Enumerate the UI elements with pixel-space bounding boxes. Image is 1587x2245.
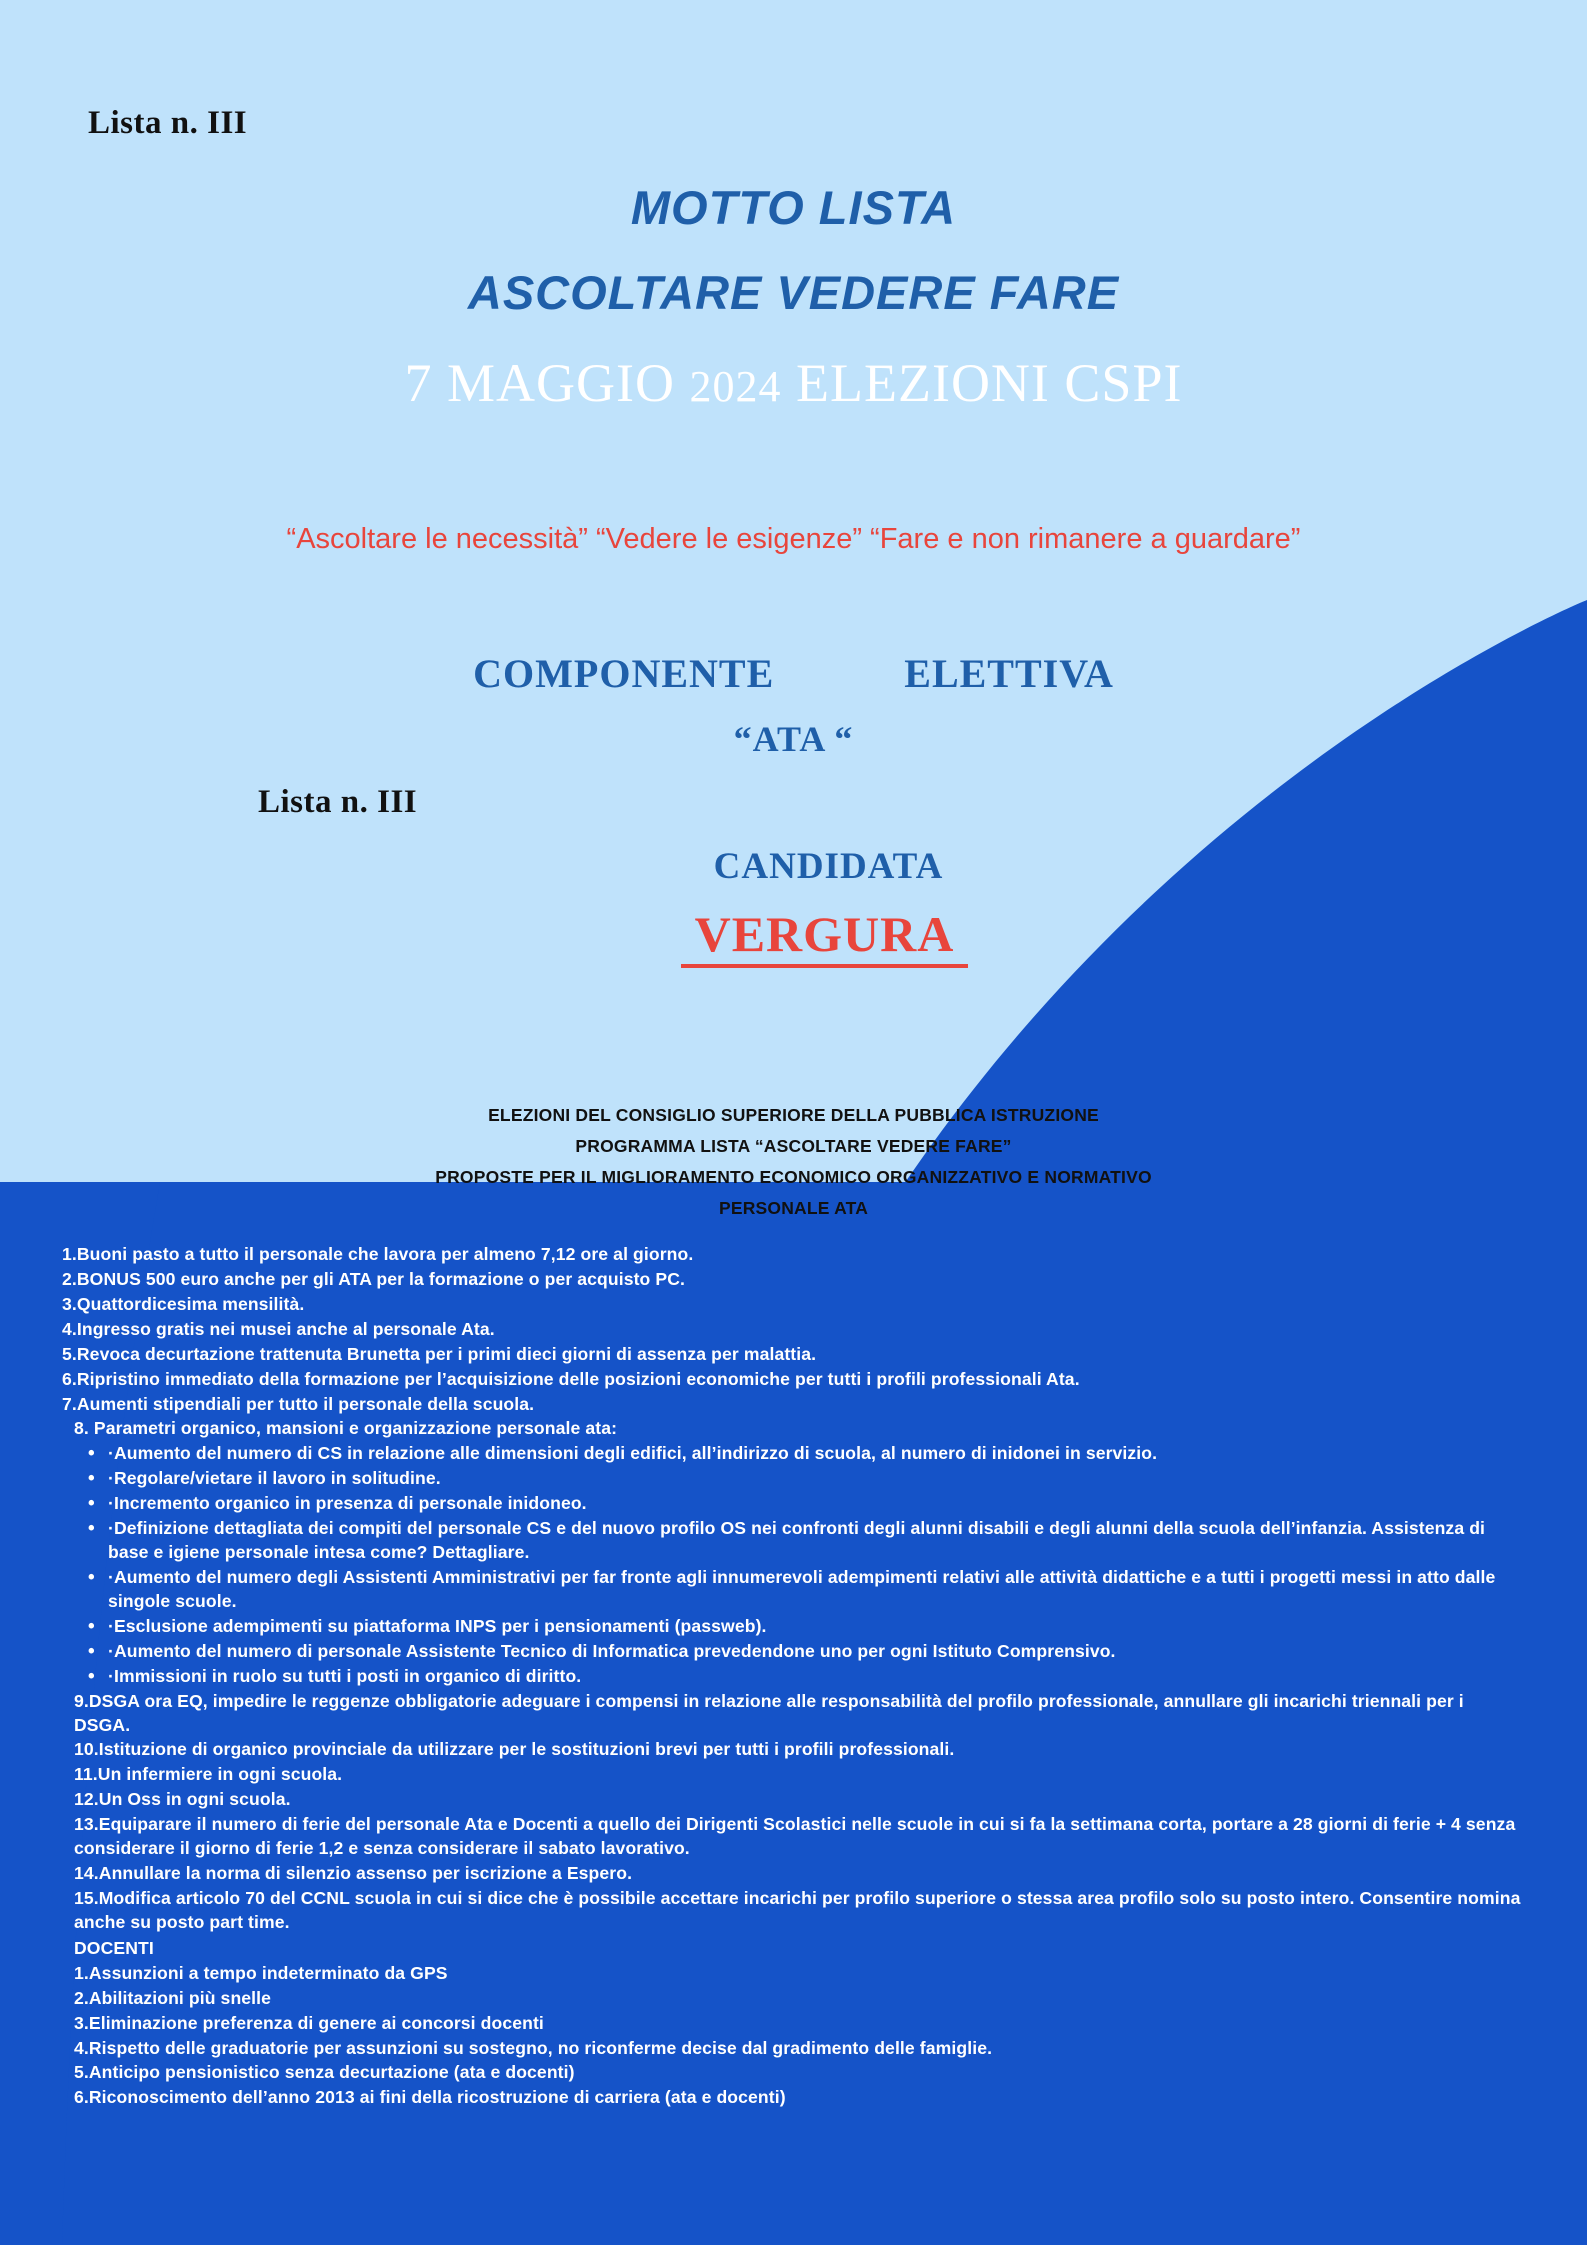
list-item: 4.Rispetto delle graduatorie per assunzioni su sostegno, no riconferme decise dal gradimento delle famiglie.: [74, 2037, 993, 2058]
list-item: 6.Riconoscimento dell’anno 2013 ai fini della ricostruzione di carriera (ata e docenti): [74, 2087, 786, 2108]
list-item: • ·Regolare/vietare il lavoro in solitudine.: [84, 1467, 1524, 1491]
list-item-8-label: 8. Parametri organico, mansioni e organizzazione personale ata:: [74, 1418, 618, 1439]
list-item: 13.Equiparare il numero di ferie del personale Ata e Docenti a quello dei Dirigenti Scolastici nelle scuole in cui si fa la settimana corta, portare a 28 giorni di ferie + 4 senza considerare il giorno di ferie 1,2 e senza considerare il sabato lavorativo.: [74, 1814, 1516, 1859]
candidata-name-wrap: [0, 905, 1587, 963]
componente-elettiva-row: [0, 650, 1587, 697]
list-item: 1.Assunzioni a tempo indeterminato da GPS: [74, 1962, 448, 1983]
lista-number-top: Lista n. III: [88, 105, 248, 141]
elettiva-label: ELETTIVA: [904, 651, 1114, 696]
list-item: 6.Ripristino immediato della formazione per l’acquisizione delle posizioni economiche per tutti i profili professionali Ata.: [62, 1368, 1080, 1389]
list-item: • ·Immissioni in ruolo su tutti i posti in organico di diritto.: [84, 1665, 1524, 1689]
list-item: • ·Esclusione adempimenti su piattaforma INPS per i pensionamenti (passweb).: [84, 1615, 1524, 1639]
componente-label: COMPONENTE: [473, 651, 775, 696]
program-header-line-4: PERSONALE ATA: [718, 1198, 869, 1218]
program-header-line-2: PROGRAMMA LISTA “ASCOLTARE VEDERE FARE”: [575, 1136, 1012, 1156]
docenti-section-label: DOCENTI: [74, 1937, 154, 1958]
list-item: 2.BONUS 500 euro anche per gli ATA per la formazione o per acquisto PC.: [62, 1268, 686, 1289]
list-item: 15.Modifica articolo 70 del CCNL scuola in cui si dice che è possibile accettare incarichi per profilo superiore o stessa area profilo solo su posto intero. Consentire nomina anche su posto part time.: [74, 1887, 1521, 1932]
candidata-name: VERGURA: [681, 906, 969, 968]
list-item: 5.Anticipo pensionistico senza decurtazione (ata e docenti): [74, 2062, 575, 2083]
list-item: 1.Buoni pasto a tutto il personale che lavora per almeno 7,12 ore al giorno.: [62, 1244, 694, 1264]
list-item: 2.Abilitazioni più snelle: [74, 1987, 272, 2008]
list-item: 3.Eliminazione preferenza di genere ai concorsi docenti: [74, 2012, 544, 2033]
motto-line-2: ASCOLTARE VEDERE FARE: [467, 266, 1120, 319]
candidata-label: CANDIDATA: [713, 846, 944, 887]
ata-label: “ATA “: [733, 719, 854, 759]
date-year: 2024: [689, 362, 782, 411]
list-item: 12.Un Oss in ogni scuola.: [74, 1789, 291, 1810]
list-item: 3.Quattordicesima mensilità.: [62, 1293, 305, 1314]
motto-line-1: MOTTO LISTA: [630, 181, 957, 234]
list-item: 7.Aumenti stipendiali per tutto il personale della scuola.: [62, 1393, 535, 1414]
program-body: [62, 1243, 1524, 2111]
election-date-line: [0, 352, 1587, 414]
program-header-line-3: PROPOSTE PER IL MIGLIORAMENTO ECONOMICO ORGANIZZATIVO E NORMATIVO: [435, 1167, 1152, 1187]
list-item: 9.DSGA ora EQ, impedire le reggenze obbligatorie adeguare i compensi in relazione alle responsabilità del profilo professionale, annullare gli incarichi triennali per i DSGA.: [74, 1690, 1464, 1735]
list-item: • ·Aumento del numero degli Assistenti Amministrativi per far fronte agli innumerevoli adempimenti relativi alle attività didattiche e a tutti i progetti messi in atto dalle singole scuole.: [84, 1566, 1524, 1614]
list-item: 5.Revoca decurtazione trattenuta Brunetta per i primi dieci giorni di assenza per malattia.: [62, 1343, 817, 1364]
list-item: 11.Un infermiere in ogni scuola.: [74, 1764, 343, 1785]
lista-number-mid: Lista n. III: [258, 784, 418, 820]
program-header-line-1: ELEZIONI DEL CONSIGLIO SUPERIORE DELLA PUBBLICA ISTRUZIONE: [488, 1105, 1099, 1125]
list-item: • ·Incremento organico in presenza di personale inidoneo.: [84, 1492, 1524, 1516]
list-item: 4.Ingresso gratis nei musei anche al personale Ata.: [62, 1318, 495, 1339]
date-part-3: ELEZIONI CSPI: [781, 353, 1183, 413]
list-item: 10.Istituzione di organico provinciale da utilizzare per le sostituzioni brevi per tutti i profili professionali.: [74, 1739, 955, 1760]
list-item: • ·Aumento del numero di CS in relazione alle dimensioni degli edifici, all’indirizzo di scuola, al numero di inidonei in servizio.: [84, 1442, 1524, 1466]
list-item: • ·Aumento del numero di personale Assistente Tecnico di Informatica prevedendone uno per ogni Istituto Comprensivo.: [84, 1640, 1524, 1664]
slogan-text: “Ascoltare le necessità” “Vedere le esigenze” “Fare e non rimanere a guardare”: [286, 523, 1301, 555]
date-part-1: 7 MAGGIO: [404, 353, 690, 413]
list-item: • ·Definizione dettagliata dei compiti del personale CS e del nuovo profilo OS nei confronti degli alunni disabili e degli alunni della scuola dell’infanzia. Assistenza di base e igiene personale intesa come? Dettagliare.: [84, 1517, 1524, 1565]
list-item: 14.Annullare la norma di silenzio assenso per iscrizione a Espero.: [74, 1863, 633, 1884]
item8-bullet-list: [62, 1442, 1524, 1688]
